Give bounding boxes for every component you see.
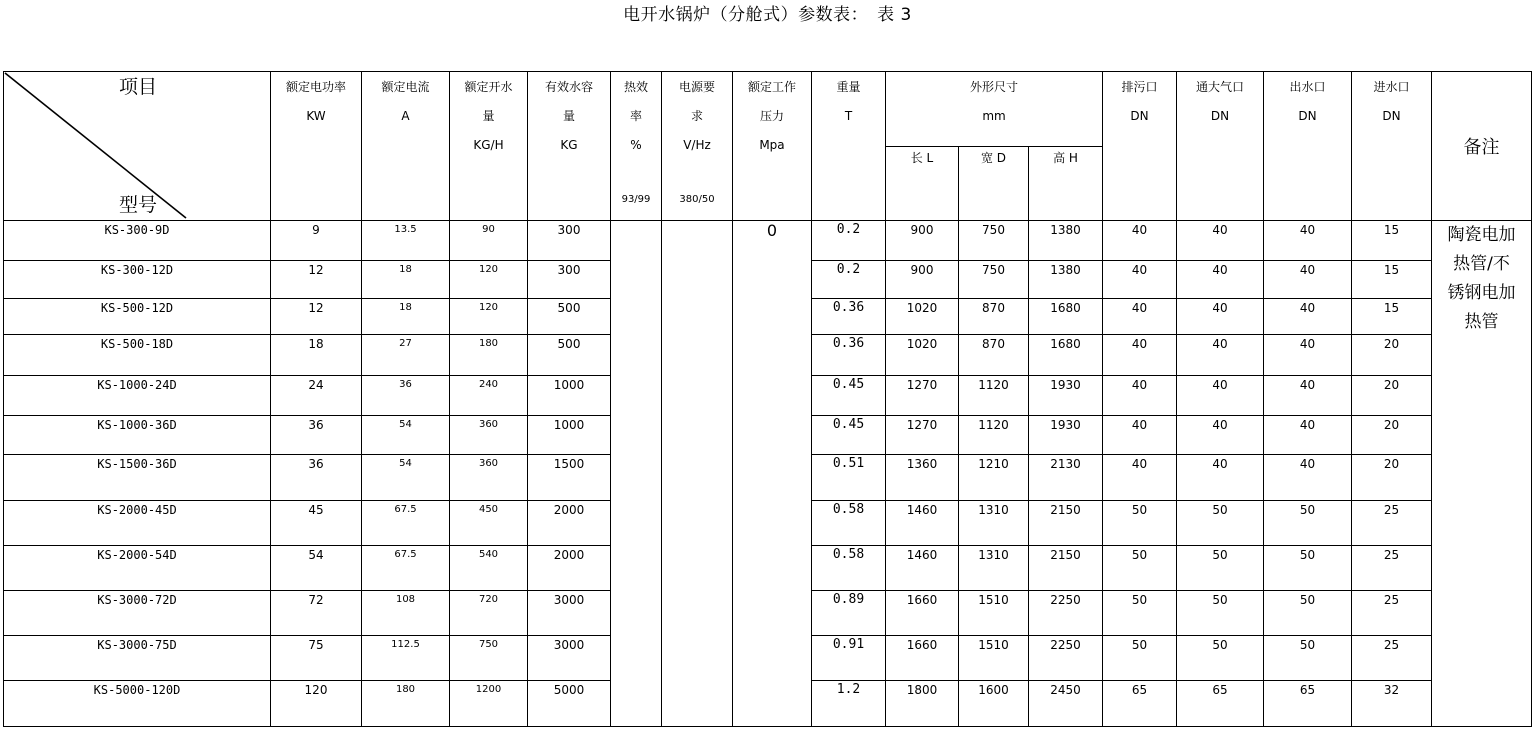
header-efficiency-line1: 热效 [623,80,648,94]
width-cell: 1210 [959,455,1029,501]
drain-cell: 50 [1103,636,1177,681]
vent-cell: 40 [1177,221,1264,261]
remark-line: 热管/不 [1453,254,1510,274]
power-cell: 12 [271,299,362,335]
capacity-cell: 1000 [528,416,611,455]
height-cell: 1680 [1029,335,1103,376]
height-cell: 2150 [1029,501,1103,546]
header-current [362,72,450,221]
power-cell: 12 [271,261,362,299]
length-cell: 1800 [886,681,959,727]
header-current-line2: A [401,109,410,123]
width-cell: 1120 [959,376,1029,416]
weight-cell: 0.45 [812,376,886,416]
inlet-cell: 25 [1352,591,1432,636]
height-cell: 1380 [1029,261,1103,299]
drain-cell: 40 [1103,455,1177,501]
power-cell: 18 [271,335,362,376]
remark-line: 热管 [1464,312,1499,332]
weight-cell: 0.51 [812,455,886,501]
length-cell: 900 [886,261,959,299]
width-cell: 1600 [959,681,1029,727]
vent-cell: 40 [1177,376,1264,416]
model-cell: KS-2000-45D [4,501,271,546]
model-cell: KS-3000-72D [4,591,271,636]
output-cell: 360 [450,455,528,501]
vent-cell: 40 [1177,299,1264,335]
capacity-cell: 300 [528,221,611,261]
current-cell: 13.5 [362,221,450,261]
drain-cell: 50 [1103,501,1177,546]
header-capacity-line2: 量 [562,109,575,123]
header-weight [812,72,886,221]
outlet-cell: 40 [1264,455,1352,501]
vent-cell: 40 [1177,261,1264,299]
header-pressure-line3: Mpa [759,138,785,152]
weight-cell: 1.2 [812,681,886,727]
remark-line: 陶瓷电加 [1447,225,1516,245]
vent-cell: 40 [1177,416,1264,455]
power-cell: 9 [271,221,362,261]
inlet-cell: 20 [1352,455,1432,501]
outlet-cell: 40 [1264,376,1352,416]
output-cell: 360 [450,416,528,455]
header-weight-line1: 重量 [836,80,861,94]
outlet-cell: 50 [1264,636,1352,681]
inlet-cell: 25 [1352,636,1432,681]
header-inlet-line1: 进水口 [1373,80,1410,94]
header-inlet [1352,72,1432,221]
vent-cell: 50 [1177,591,1264,636]
current-cell: 18 [362,261,450,299]
output-cell: 450 [450,501,528,546]
outlet-cell: 50 [1264,546,1352,591]
outlet-cell: 40 [1264,416,1352,455]
output-cell: 540 [450,546,528,591]
model-cell: KS-3000-75D [4,636,271,681]
header-height: 高 H [1029,147,1103,221]
header-output-line1: 额定开水 [464,80,513,94]
capacity-cell: 1500 [528,455,611,501]
outlet-cell: 40 [1264,221,1352,261]
header-item-label: 项目 [119,76,158,98]
table-row [4,221,1532,261]
power-cell: 75 [271,636,362,681]
current-cell: 67.5 [362,546,450,591]
header-dimensions [886,72,1103,147]
header-row [4,72,1532,147]
capacity-cell: 500 [528,299,611,335]
output-cell: 1200 [450,681,528,727]
length-cell: 1270 [886,416,959,455]
header-vent-line1: 通大气口 [1196,80,1245,94]
drain-cell: 40 [1103,335,1177,376]
header-efficiency-line3: % [630,138,642,152]
inlet-cell: 15 [1352,221,1432,261]
outlet-cell: 40 [1264,299,1352,335]
height-cell: 1680 [1029,299,1103,335]
efficiency-merged-cell [611,194,662,727]
weight-cell: 0.58 [812,546,886,591]
power-cell: 54 [271,546,362,591]
header-power-line1: 额定电功率 [285,80,346,94]
header-efficiency-line2: 率 [629,109,642,123]
model-cell: KS-1500-36D [4,455,271,501]
outlet-cell: 50 [1264,591,1352,636]
drain-cell: 40 [1103,376,1177,416]
inlet-cell: 15 [1352,261,1432,299]
current-cell: 18 [362,299,450,335]
header-remark: 备注 [1432,72,1532,221]
model-cell: KS-300-9D [4,221,271,261]
power-cell: 120 [271,681,362,727]
header-outlet-line1: 出水口 [1289,80,1326,94]
current-cell: 36 [362,376,450,416]
header-width: 宽 D [959,147,1029,221]
header-drain-line2: DN [1130,109,1149,123]
length-cell: 1020 [886,335,959,376]
header-drain-line1: 排污口 [1121,80,1158,94]
height-cell: 2150 [1029,546,1103,591]
output-cell: 120 [450,261,528,299]
current-cell: 54 [362,416,450,455]
header-dimensions-line2: mm [982,109,1006,123]
drain-cell: 40 [1103,299,1177,335]
pressure-merged-cell [733,221,812,727]
pressure-value: 0 [766,221,778,240]
vent-cell: 40 [1177,335,1264,376]
capacity-cell: 300 [528,261,611,299]
width-cell: 750 [959,221,1029,261]
model-cell: KS-500-12D [4,299,271,335]
header-vent-line2: DN [1210,109,1230,123]
current-cell: 180 [362,681,450,727]
drain-cell: 40 [1103,416,1177,455]
height-cell: 1930 [1029,376,1103,416]
model-cell: KS-300-12D [4,261,271,299]
inlet-cell: 20 [1352,335,1432,376]
vent-cell: 40 [1177,455,1264,501]
height-cell: 2450 [1029,681,1103,727]
header-pressure-line2: 压力 [759,109,784,123]
header-output-line2: 量 [482,109,495,123]
header-corner-cell [4,72,271,221]
header-drain [1103,72,1177,221]
inlet-cell: 25 [1352,501,1432,546]
weight-cell: 0.36 [812,335,886,376]
height-cell: 2250 [1029,636,1103,681]
length-cell: 1020 [886,299,959,335]
model-cell: KS-500-18D [4,335,271,376]
header-capacity-line1: 有效水容 [544,80,593,94]
capacity-cell: 1000 [528,376,611,416]
power-cell: 24 [271,376,362,416]
weight-cell: 0.91 [812,636,886,681]
current-cell: 54 [362,455,450,501]
header-inlet-line2: DN [1382,109,1401,123]
width-cell: 1310 [959,546,1029,591]
width-cell: 870 [959,299,1029,335]
power-cell: 36 [271,416,362,455]
drain-cell: 50 [1103,546,1177,591]
header-supply-line1: 电源要 [678,80,715,94]
header-pressure [733,72,812,221]
weight-cell: 0.45 [812,416,886,455]
height-cell: 1930 [1029,416,1103,455]
outlet-cell: 65 [1264,681,1352,727]
weight-cell: 0.2 [812,261,886,299]
power-cell: 45 [271,501,362,546]
length-cell: 1270 [886,376,959,416]
outlet-cell: 50 [1264,501,1352,546]
current-cell: 112.5 [362,636,450,681]
capacity-cell: 2000 [528,501,611,546]
outlet-cell: 40 [1264,335,1352,376]
weight-cell: 0.58 [812,501,886,546]
header-power [271,72,362,221]
output-cell: 240 [450,376,528,416]
header-weight-line2: T [844,109,853,123]
spec-table [3,71,1532,727]
supply-merged-cell [662,194,733,727]
model-cell: KS-1000-24D [4,376,271,416]
supply-value: 380/50 [679,194,715,205]
header-capacity [528,72,611,221]
vent-cell: 65 [1177,681,1264,727]
width-cell: 1310 [959,501,1029,546]
length-cell: 1360 [886,455,959,501]
header-supply-line3: V/Hz [683,138,711,152]
header-outlet [1264,72,1352,221]
header-length: 长 L [886,147,959,221]
length-cell: 1660 [886,591,959,636]
vent-cell: 50 [1177,636,1264,681]
header-outlet-line2: DN [1298,109,1317,123]
output-cell: 180 [450,335,528,376]
inlet-cell: 20 [1352,416,1432,455]
header-power-line2: KW [306,109,326,123]
output-cell: 720 [450,591,528,636]
width-cell: 870 [959,335,1029,376]
length-cell: 900 [886,221,959,261]
height-cell: 1380 [1029,221,1103,261]
inlet-cell: 32 [1352,681,1432,727]
inlet-cell: 25 [1352,546,1432,591]
header-model-label: 型号 [119,194,158,216]
header-capacity-line3: KG [560,138,578,152]
height-cell: 2130 [1029,455,1103,501]
header-supply-line2: 求 [690,109,703,123]
length-cell: 1460 [886,501,959,546]
drain-cell: 40 [1103,261,1177,299]
output-cell: 90 [450,221,528,261]
document-title: 电开水锅炉（分舱式）参数表： 表 3 [623,5,912,25]
model-cell: KS-5000-120D [4,681,271,727]
weight-cell: 0.2 [812,221,886,261]
drain-cell: 40 [1103,221,1177,261]
width-cell: 1510 [959,636,1029,681]
length-cell: 1660 [886,636,959,681]
header-dimensions-line1: 外形尺寸 [970,80,1019,94]
remark-line: 锈钢电加 [1447,283,1516,303]
remark-merged-cell [1432,221,1532,727]
drain-cell: 50 [1103,591,1177,636]
header-output [450,72,528,221]
height-cell: 2250 [1029,591,1103,636]
outlet-cell: 40 [1264,261,1352,299]
power-cell: 36 [271,455,362,501]
header-pressure-line1: 额定工作 [747,80,796,94]
capacity-cell: 3000 [528,636,611,681]
capacity-cell: 500 [528,335,611,376]
current-cell: 27 [362,335,450,376]
weight-cell: 0.36 [812,299,886,335]
width-cell: 1120 [959,416,1029,455]
model-cell: KS-1000-36D [4,416,271,455]
inlet-cell: 20 [1352,376,1432,416]
efficiency-value: 93/99 [621,194,651,205]
header-output-line3: KG/H [473,138,504,152]
capacity-cell: 2000 [528,546,611,591]
vent-cell: 50 [1177,501,1264,546]
output-cell: 120 [450,299,528,335]
weight-cell: 0.89 [812,591,886,636]
inlet-cell: 15 [1352,299,1432,335]
drain-cell: 65 [1103,681,1177,727]
power-cell: 72 [271,591,362,636]
capacity-cell: 3000 [528,591,611,636]
header-vent [1177,72,1264,221]
length-cell: 1460 [886,546,959,591]
width-cell: 750 [959,261,1029,299]
output-cell: 750 [450,636,528,681]
capacity-cell: 5000 [528,681,611,727]
width-cell: 1510 [959,591,1029,636]
current-cell: 108 [362,591,450,636]
vent-cell: 50 [1177,546,1264,591]
current-cell: 67.5 [362,501,450,546]
header-current-line1: 额定电流 [381,80,430,94]
model-cell: KS-2000-54D [4,546,271,591]
